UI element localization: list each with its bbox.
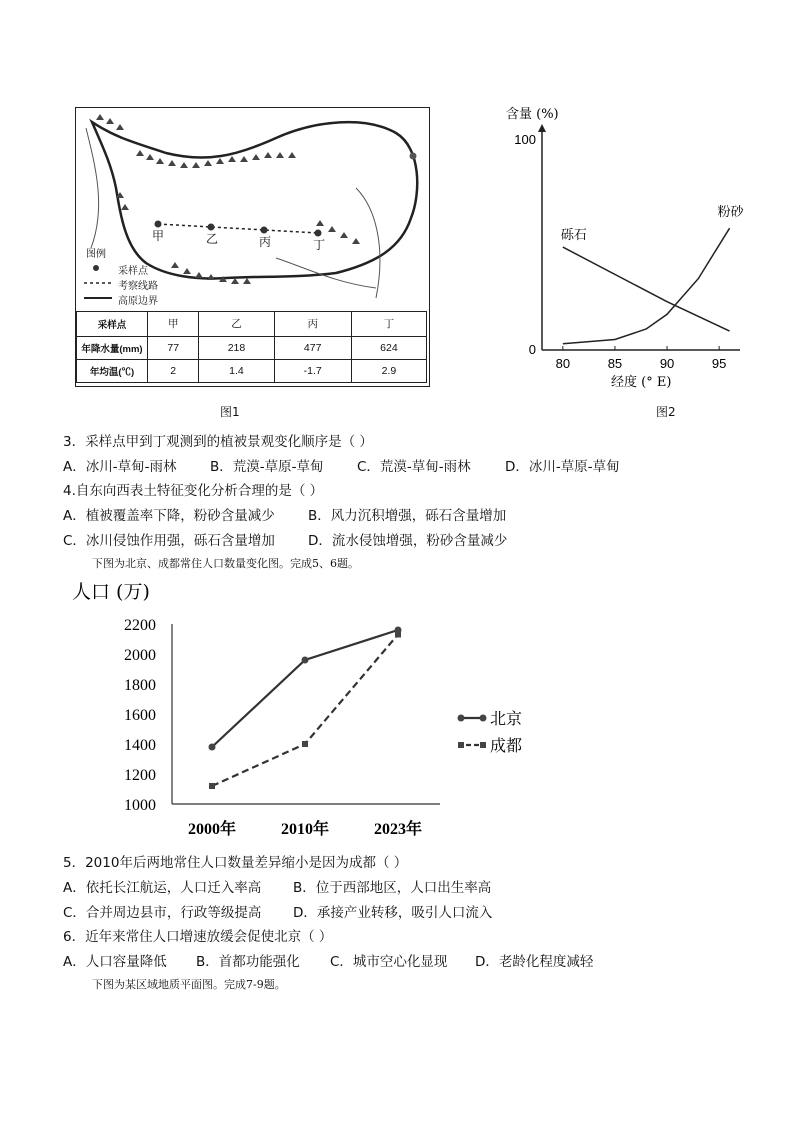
question-5-option-c: C．合并周边县市，行政等级提高 [63, 905, 262, 921]
series-line-gravel [563, 247, 730, 331]
sample-data-table [76, 311, 427, 383]
question-6-option-c: C．城市空心化显现 [330, 954, 448, 970]
survey-route [158, 224, 318, 233]
table-cell: 477 [274, 336, 351, 359]
beijing-point [302, 657, 309, 664]
x-tick-label: 85 [607, 356, 623, 371]
table-cell: 218 [199, 336, 274, 359]
population-chart [60, 578, 620, 838]
table-header: 乙 [199, 312, 274, 337]
question-5-option-d: D．承接产业转移，吸引人口流入 [293, 905, 493, 921]
figure-1-caption: 图1 [220, 405, 240, 419]
question-6-option-b: B．首都功能强化 [196, 954, 300, 970]
legend-route-label: 考察线路 [118, 281, 158, 292]
series-label-silt: 粉砂 [717, 205, 744, 221]
legend-sample-symbol [93, 265, 99, 271]
point-label-bing: 丙 [259, 235, 272, 249]
table-cell: -1.7 [274, 359, 351, 382]
y-tick-label: 0 [528, 342, 536, 357]
x-tick-label: 80 [555, 356, 571, 371]
table-row-label: 年降水量(mm) [77, 336, 148, 359]
question-4-option-a: A．植被覆盖率下降，粉砂含量减少 [63, 508, 275, 524]
table-row-label: 年均温(℃) [77, 359, 148, 382]
x-tick-label: 95 [711, 356, 727, 371]
question-5-option-a: A．依托长江航运，人口迁入率高 [63, 880, 262, 896]
table-cell: 2 [148, 359, 199, 382]
series-line-beijing [212, 630, 398, 747]
point-label-ding: 丁 [313, 238, 326, 252]
legend-chengdu-label: 成都 [490, 736, 523, 755]
y-axis-arrow [538, 124, 546, 132]
legend-sample-label: 采样点 [118, 266, 148, 277]
y-tick-label: 100 [514, 132, 536, 147]
legend-chengdu-marker [480, 742, 486, 748]
legend-chengdu-marker [458, 742, 464, 748]
x-axis-label: 经度 (° E) [611, 375, 672, 390]
beijing-point [209, 744, 216, 751]
series-line-silt [560, 228, 730, 344]
legend-boundary-label: 高原边界 [118, 296, 158, 307]
table-cell: 77 [148, 336, 199, 359]
chengdu-point [395, 632, 401, 638]
table-header: 丁 [351, 312, 426, 337]
plateau-boundary [92, 122, 417, 278]
table-cell: 624 [351, 336, 426, 359]
chengdu-point [209, 783, 215, 789]
y-tick-label: 1200 [124, 767, 156, 784]
question-4-option-c: C．冰川侵蚀作用强，砾石含量增加 [63, 533, 275, 549]
question-6-option-a: A．人口容量降低 [63, 954, 167, 970]
question-3-option-a: A．冰川-草甸-雨林 [63, 459, 177, 475]
figure-2-chart [500, 100, 760, 400]
intro-questions-5-6: 下图为北京、成都常住人口数量变化图。完成5、6题。 [92, 557, 359, 570]
point-label-jia: 甲 [152, 229, 165, 243]
question-4: 4.自东向西表土特征变化分析合理的是（ ） [63, 483, 324, 499]
figure-2-caption: 图2 [656, 405, 676, 419]
x-tick-label: 90 [659, 356, 675, 371]
legend-beijing-marker [480, 715, 487, 722]
point-label-yi: 乙 [206, 232, 219, 246]
question-3-option-d: D．冰川-草原-草甸 [505, 459, 620, 475]
y-axis-label: 人口 (万) [72, 581, 150, 603]
question-6: 6．近年来常住人口增速放缓会促使北京（ ） [63, 929, 333, 945]
table-header: 采样点 [77, 312, 148, 337]
x-tick-label: 2000年 [187, 821, 237, 838]
series-label-gravel: 砾石 [560, 228, 587, 244]
y-tick-label: 1400 [124, 737, 156, 754]
legend-beijing-label: 北京 [490, 709, 523, 728]
y-tick-label: 1600 [124, 707, 156, 724]
question-3-option-c: C．荒漠-草甸-雨林 [357, 459, 471, 475]
question-6-option-d: D．老龄化程度减轻 [475, 954, 594, 970]
y-tick-label: 1800 [124, 677, 156, 694]
question-4-option-b: B．风力沉积增强，砾石含量增加 [308, 508, 507, 524]
table-header-row [77, 312, 427, 337]
question-5: 5．2010年后两地常住人口数量差异缩小是因为成都（ ） [63, 855, 408, 871]
y-tick-label: 1000 [124, 797, 156, 814]
question-4-option-d: D．流水侵蚀增强，粉砂含量减少 [308, 533, 508, 549]
y-axis-label: 含量 (%) [506, 107, 559, 122]
chengdu-point [302, 741, 308, 747]
question-3-option-b: B．荒漠-草原-草甸 [210, 459, 324, 475]
x-tick-label: 2023年 [373, 821, 423, 838]
table-cell: 2.9 [351, 359, 426, 382]
question-5-option-b: B．位于西部地区，人口出生率高 [293, 880, 492, 896]
table-row [77, 336, 427, 359]
table-cell: 1.4 [199, 359, 274, 382]
legend-title: 图例 [86, 249, 106, 260]
y-tick-label: 2000 [124, 647, 156, 664]
question-3: 3．采样点甲到丁观测到的植被景观变化顺序是（ ） [63, 434, 373, 450]
y-tick-label: 2200 [124, 617, 156, 634]
table-row [77, 359, 427, 382]
x-tick-label: 2010年 [280, 821, 330, 838]
intro-questions-7-9: 下图为某区域地质平面图。完成7-9题。 [92, 978, 286, 991]
table-header: 丙 [274, 312, 351, 337]
table-header: 甲 [148, 312, 199, 337]
legend-beijing-marker [458, 715, 465, 722]
